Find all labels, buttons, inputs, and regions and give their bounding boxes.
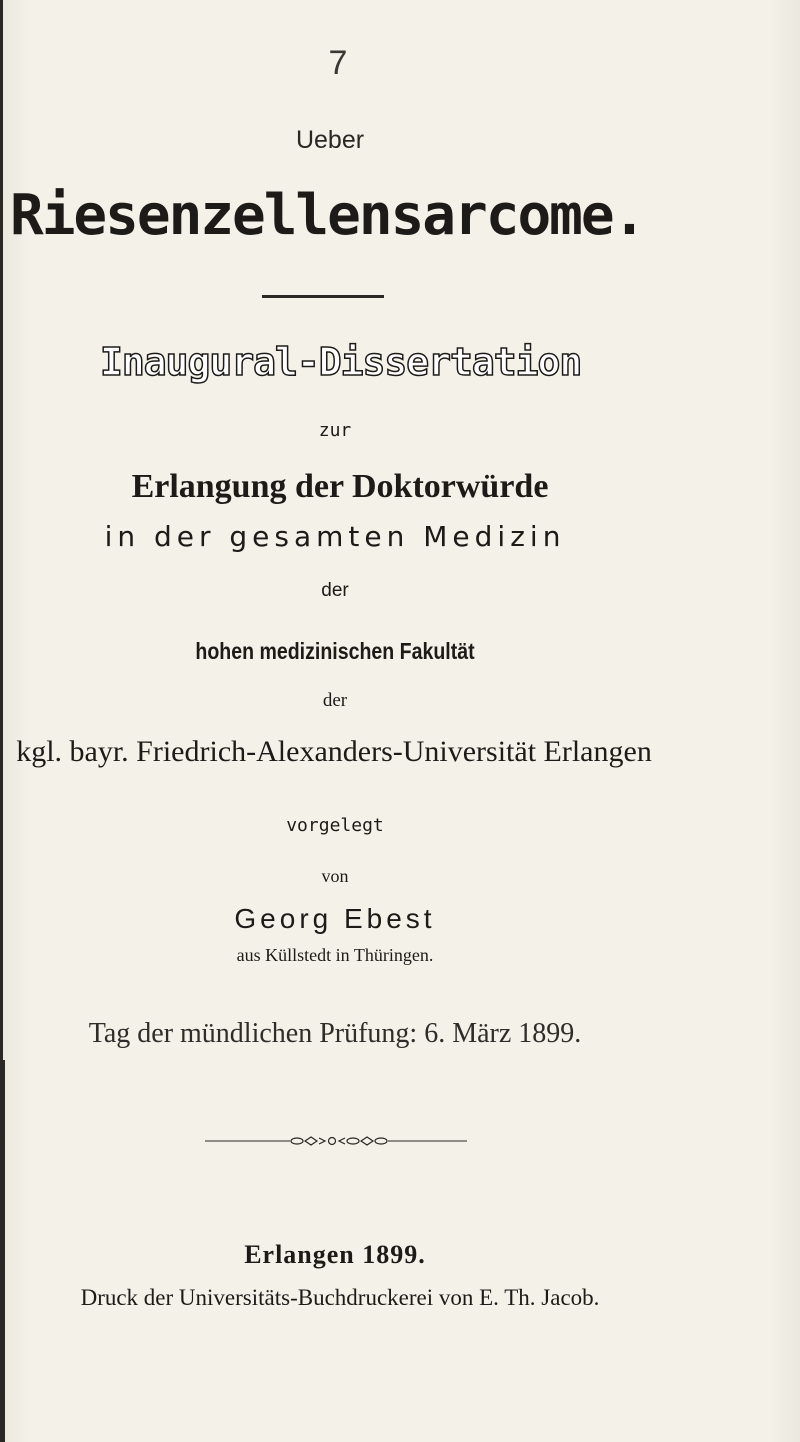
- dissertation-label: Inaugural-Dissertation: [100, 340, 582, 384]
- page-edge-shadow-lower: [0, 1060, 5, 1442]
- submitted-label: vorgelegt: [286, 815, 384, 836]
- der-label-1: der: [321, 580, 349, 601]
- degree-line: Erlangung der Doktorwürde: [131, 468, 549, 505]
- author-name: Georg Ebest: [234, 903, 436, 934]
- exam-date: Tag der mündlichen Prüfung: 6. März 1899.: [88, 1018, 582, 1049]
- zur-label: zur: [318, 420, 352, 441]
- imprint-place: Erlangen 1899.: [244, 1240, 426, 1269]
- page-number: 7: [328, 44, 348, 82]
- printer-line: Druck der Universitäts-Buchdruckerei von E. Th. Jacob.: [80, 1285, 600, 1310]
- field-line: in der gesamten Medizin: [104, 520, 566, 553]
- heading-prefix: Ueber: [295, 126, 365, 154]
- ornament-divider-icon: [205, 1134, 467, 1148]
- author-origin: aus Küllstedt in Thüringen.: [236, 945, 434, 965]
- der-label-2: der: [322, 690, 348, 711]
- main-title: Riesenzellensarcome.: [10, 183, 645, 248]
- faculty-line: hohen medizinischen Fakultät: [195, 638, 475, 664]
- title-rule: [262, 295, 384, 298]
- by-label: von: [321, 866, 349, 886]
- university-line: kgl. bayr. Friedrich-Alexanders-Universität Erlangen: [16, 735, 652, 768]
